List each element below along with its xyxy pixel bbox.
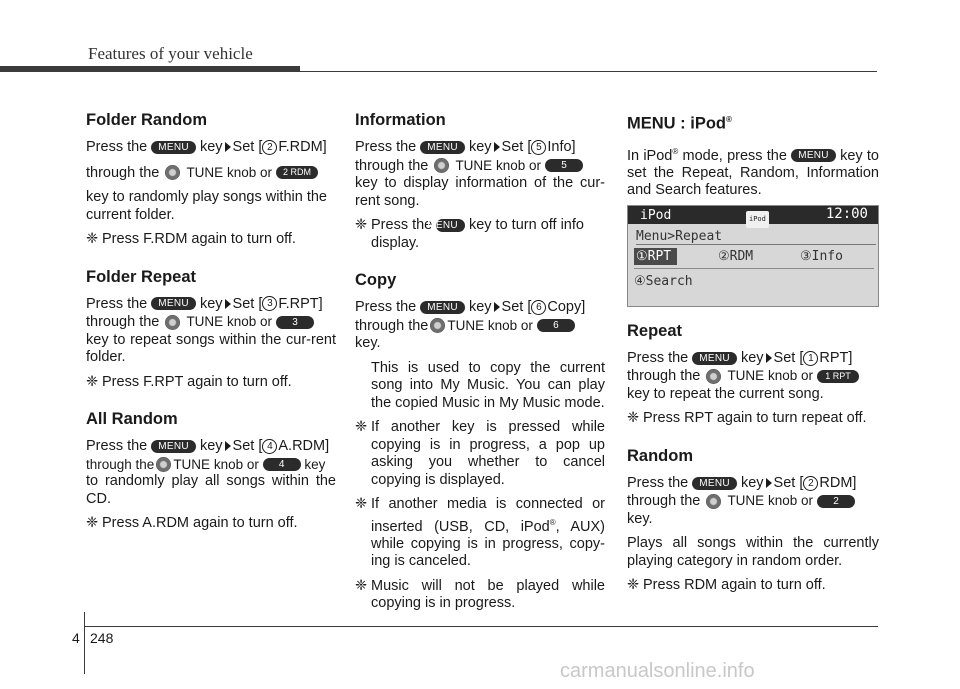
section-body: to randomly play all songs within the CD.: [86, 473, 336, 507]
section-title: Information: [355, 111, 446, 129]
tune-knob-icon: [430, 318, 445, 333]
screen-option-search: ④Search: [634, 273, 693, 289]
section-description: Plays all songs within the currently playing category in random order.: [627, 535, 879, 569]
preset-key-icon: 3: [276, 316, 314, 329]
preset-key-icon: 2 RDM: [276, 166, 318, 179]
note: ❈ Press A.RDM again to turn off.: [86, 515, 298, 531]
section-title: MENU : iPod®: [627, 114, 732, 133]
section-random: Random Press the MENU key Set [ 2 RDM] through the TUNE knob or 2 key. Plays all songs within the currently playing category in random order. ❈ Press RDM again to turn off.: [627, 446, 879, 594]
circled-number-icon: 1: [803, 351, 818, 366]
arrow-right-icon: [766, 478, 772, 488]
circled-number-icon: 2: [262, 140, 277, 155]
arrow-right-icon: [225, 299, 231, 309]
section-copy: Copy Press the MENU key Set [ 6 Copy] through the TUNE knob or 6 key. This is used to copy the current song into My Music. You can play the copied Music in My Music mode. ❈ If another key is pressed while copying is in progress, a pop up asking you whether to cancel copying is displayed. ❈ If another media is connected or inserted (USB, CD, iPod®, AUX) while copying is in progress, copy-ing is canceled. ❈ Music will not be played while copying is in progress.: [355, 271, 605, 612]
section-body: In iPod® mode, press the MENU key to set the Repeat, Random, Information and Search features.: [627, 146, 879, 199]
note-mark-icon: ❈: [86, 373, 99, 390]
circled-number-icon: 6: [531, 300, 546, 315]
section-menu-ipod: [627, 110, 879, 307]
section-title: Repeat: [627, 321, 683, 340]
preset-key-icon: 1 RPT: [817, 370, 859, 383]
note: ❈ Press RPT again to turn repeat off.: [627, 410, 867, 427]
chapter-number: 4: [72, 630, 80, 646]
screen-ipod-badge: iPod: [746, 211, 769, 229]
section-information: Information Press the MENU key Set [ 5 Info] through the TUNE knob or 5 key to display information of the cur-rent song. ❈ Press the MENU key to turn off info display.: [355, 111, 605, 251]
menu-key-icon: MENU: [151, 141, 196, 154]
menu-key-icon: MENU: [420, 301, 465, 314]
note-mark-icon: ❈: [86, 231, 99, 247]
preset-key-icon: 2: [817, 495, 855, 508]
section-body: key to display information of the cur-rent song.: [355, 175, 605, 209]
section-all-random: All Random Press the MENU key Set [ 4 A.RDM] through the TUNE knob or 4 key to randomly play all songs within the CD. ❈ Press A.RDM again to turn off.: [86, 410, 336, 531]
section-body: key.: [355, 335, 381, 351]
note: ❈ If another key is pressed while copying is in progress, a pop up asking you whether to cancel copying is displayed.: [355, 419, 605, 488]
tune-knob-icon: [434, 158, 449, 173]
screen-menu-path: Menu>Repeat: [636, 228, 876, 245]
note: ❈ If another media is connected or inserted (USB, CD, iPod®, AUX) while copying is in progress, copy-ing is canceled.: [355, 496, 605, 570]
footer-rule: [84, 626, 878, 627]
screen-option-info: ③Info: [800, 248, 843, 264]
section-body: key to repeat songs within the cur-rent folder.: [86, 331, 336, 365]
column-left: [86, 110, 336, 551]
tune-knob-icon: [706, 369, 721, 384]
note: ❈ Press RDM again to turn off.: [627, 577, 826, 594]
menu-key-icon: MENU: [791, 149, 836, 162]
screen-option-rpt: ①RPT: [634, 248, 677, 266]
menu-key-icon: MENU: [436, 219, 465, 232]
note-mark-icon: ❈: [627, 577, 640, 594]
section-title: Copy: [355, 271, 397, 289]
arrow-right-icon: [225, 441, 231, 451]
menu-key-icon: MENU: [151, 297, 196, 310]
note: ❈ Music will not be played while copying is in progress.: [355, 577, 605, 612]
menu-key-icon: MENU: [692, 352, 737, 365]
note-mark-icon: ❈: [355, 577, 368, 594]
note: ❈ Press F.RDM again to turn off.: [86, 231, 296, 247]
screen-app-label: iPod: [640, 207, 672, 223]
preset-key-icon: 6: [537, 319, 575, 332]
circled-number-icon: 3: [262, 296, 277, 311]
preset-key-icon: 5: [545, 159, 583, 172]
circled-number-icon: 4: [262, 439, 277, 454]
section-body: key.: [627, 510, 653, 527]
section-title: Folder Random: [86, 111, 208, 129]
section-description: This is used to copy the current song into My Music. You can play the copied Music in My Music mode.: [371, 359, 605, 411]
arrow-right-icon: [766, 353, 772, 363]
tune-knob-icon: [165, 165, 180, 180]
column-right: [627, 110, 879, 613]
tune-knob-icon: [156, 457, 171, 472]
circled-number-icon: 2: [803, 476, 818, 491]
screen-clock: 12:00: [825, 205, 868, 222]
tune-knob-icon: [165, 315, 180, 330]
section-title: Folder Repeat: [86, 267, 197, 286]
tune-knob-icon: [706, 494, 721, 509]
menu-key-icon: MENU: [151, 440, 196, 453]
note-mark-icon: ❈: [355, 217, 368, 233]
screen-option-rdm: ②RDM: [718, 248, 754, 264]
screen-divider: [634, 268, 874, 269]
preset-key-icon: 4: [263, 458, 301, 471]
header-rule-thick: [0, 66, 300, 72]
section-folder-random: Folder Random Press the MENU key Set [ 2 F.RDM] through the TUNE knob or 2 RDM key to randomly play songs within the current folder. ❈ Press F.RDM again to turn off.: [86, 110, 336, 249]
section-title: Random: [627, 446, 693, 465]
section-folder-repeat: Folder Repeat Press the MENU key Set [ 3 F.RPT] through the TUNE knob or 3 key to repeat songs within the cur-rent folder. ❈ Press F.RPT again to turn off.: [86, 267, 336, 390]
note-mark-icon: ❈: [355, 496, 368, 512]
watermark: carmanualsonline.info: [560, 660, 755, 682]
note-mark-icon: ❈: [627, 410, 640, 427]
note-mark-icon: ❈: [355, 419, 368, 435]
arrow-right-icon: [225, 142, 231, 152]
menu-key-icon: MENU: [692, 477, 737, 490]
footer-divider: [84, 612, 85, 674]
note: ❈ Press F.RPT again to turn off.: [86, 373, 292, 390]
ipod-menu-screen: [627, 205, 879, 307]
header-rule-thin: [300, 71, 877, 72]
column-middle: [355, 110, 605, 631]
circled-number-icon: 5: [531, 140, 546, 155]
page-header-title: Features of your vehicle: [88, 44, 253, 63]
section-title: All Random: [86, 410, 178, 428]
menu-key-icon: MENU: [420, 141, 465, 154]
arrow-right-icon: [494, 302, 500, 312]
note-mark-icon: ❈: [86, 515, 99, 531]
section-body: key to randomly play songs within the current folder.: [86, 189, 327, 223]
page-number: 248: [90, 630, 114, 646]
note: ❈ Press the MENU key to turn off info display.: [355, 217, 584, 251]
arrow-right-icon: [494, 142, 500, 152]
section-body: key to repeat the current song.: [627, 385, 824, 402]
section-repeat: Repeat Press the MENU key Set [ 1 RPT] through the TUNE knob or 1 RPT key to repeat the current song. ❈ Press RPT again to turn repeat off.: [627, 321, 879, 428]
